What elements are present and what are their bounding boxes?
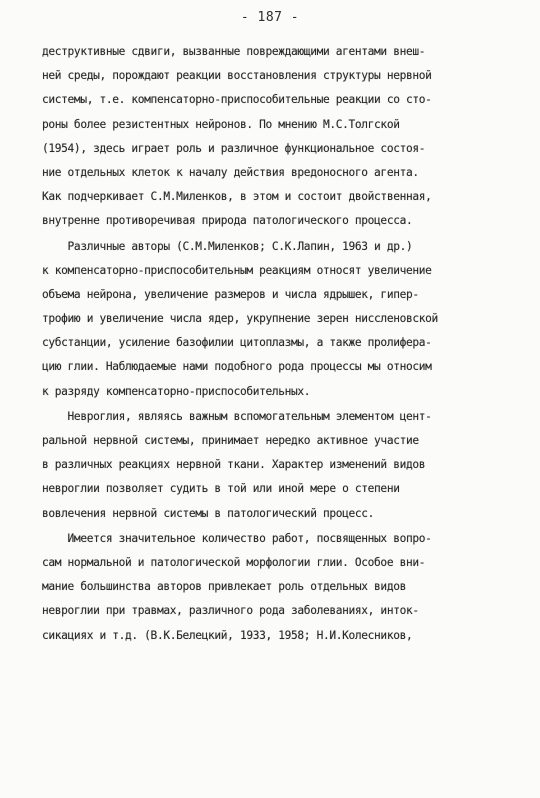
text-line: ние отдельных клеток к началу действия вредоносного агента. (42, 165, 419, 179)
body-text (42, 40, 512, 648)
text-line: ральной нервной системы, принимает нередко активное участие (42, 434, 419, 447)
text-line: роны более резистентных нейронов. По мнению М.С.Толгской (42, 117, 400, 131)
text-line: Различные авторы (С.М.Миленков; С.К.Лапин, 1963 и др.) (42, 239, 413, 253)
text-line: субстанции, усиление базофилии цитоплазмы, а также пролифера- (42, 336, 432, 350)
text-line: цию глии. Наблюдаемые нами подобного рода процессы мы относим (42, 360, 432, 374)
paragraph (42, 235, 512, 404)
text-line: вовлечения нервной системы в патологический процесс. (42, 506, 375, 520)
text-line: мание большинства авторов привлекает роль отдельных видов (42, 580, 406, 594)
text-line: невроглии при травмах, различного рода заболеваниях, инток- (42, 604, 419, 618)
text-line: внутренне противоречивая природа патологического процесса. (42, 214, 413, 228)
text-line: невроглии позволяет судить в той или иной мере о степени (42, 482, 400, 496)
text-line: деструктивные сдвиги, вызванные повреждающими агентами внеш- (42, 45, 426, 58)
page-number: - 187 - (240, 10, 300, 25)
text-line: сам нормальной и патологической морфологии глии. Особое вни- (42, 555, 426, 569)
text-line: Как подчеркивает С.М.Миленков, в этом и состоит двойственная, (42, 190, 432, 204)
text-line: трофию и увеличение числа ядер, укрупнение зерен ниссленовской (42, 312, 438, 326)
text-line: сикациях и т.д. (В.К.Белецкий, 1933, 1958; Н.И.Колесников, (42, 628, 413, 642)
paragraph (42, 527, 512, 648)
paragraph (42, 40, 512, 234)
text-line: в различных реакциях нервной ткани. Характер изменений видов (42, 458, 426, 472)
text-line: к компенсаторно-приспособительным реакциям относят увеличение (42, 263, 432, 277)
text-line: ней среды, порождают реакции восстановления структуры нервной (42, 69, 432, 83)
text-line: системы, т.е. компенсаторно-приспособительные реакции со сто- (42, 93, 432, 107)
text-line: Имеется значительное количество работ, посвященных вопро- (42, 531, 432, 545)
text-line: к разряду компенсаторно-приспособительных. (42, 384, 311, 398)
text-line: Невроглия, являясь важным вспомогательным элементом цент- (42, 409, 432, 423)
paragraph (42, 405, 512, 526)
text-line: (1954), здесь играет роль и различное функциональное состоя- (42, 141, 426, 155)
text-line: объема нейрона, увеличение размеров и числа ядрышек, гипер- (42, 287, 419, 301)
